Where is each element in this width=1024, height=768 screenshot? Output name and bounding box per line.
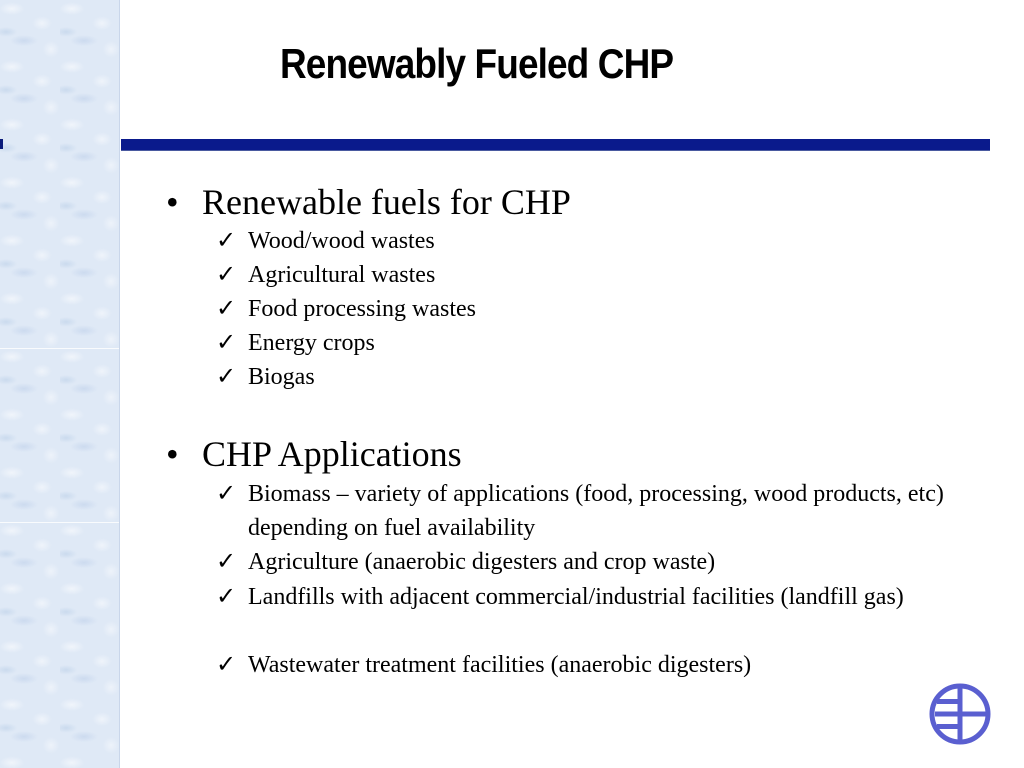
section-heading-applications [166,433,462,475]
slide-title: Renewably Fueled CHP [280,40,674,87]
left-tick-mark [0,139,3,149]
list-item: ✓ Biogas [216,360,315,394]
checkmark-icon: ✓ [216,330,237,356]
checkmark-icon: ✓ [216,262,237,288]
bullet-icon: • [166,182,179,222]
checkmark-icon: ✓ [216,584,237,610]
sidebar-texture [0,0,120,768]
checkmark-icon: ✓ [216,652,237,678]
eia-logo-icon [929,683,991,745]
bullet-icon: • [166,434,179,474]
list-item: ✓ Food processing wastes [216,292,476,326]
sidebar-seam [0,522,119,523]
checkmark-icon: ✓ [216,228,237,254]
list-item: ✓ Wood/wood wastes [216,224,435,258]
list-item: ✓ Wastewater treatment facilities (anaerobic digesters) [216,648,751,682]
sidebar-seam [0,348,119,349]
list-item: ✓ Landfills with adjacent commercial/industrial facilities (landfill gas) [216,580,978,614]
checkmark-icon: ✓ [216,549,237,575]
title-rule [121,139,990,151]
checkmark-icon: ✓ [216,364,237,390]
section-heading-label: Renewable fuels for CHP [202,182,571,222]
list-item: ✓ Agricultural wastes [216,258,435,292]
section-heading-fuels [166,181,571,223]
section-heading-label: CHP Applications [202,434,462,474]
list-item: ✓ Biomass – variety of applications (food, processing, wood products, etc) depending on fuel availability [216,477,978,545]
list-item: ✓ Agriculture (anaerobic digesters and crop waste) [216,545,715,579]
checkmark-icon: ✓ [216,296,237,322]
list-item: ✓ Energy crops [216,326,375,360]
checkmark-icon: ✓ [216,481,237,507]
